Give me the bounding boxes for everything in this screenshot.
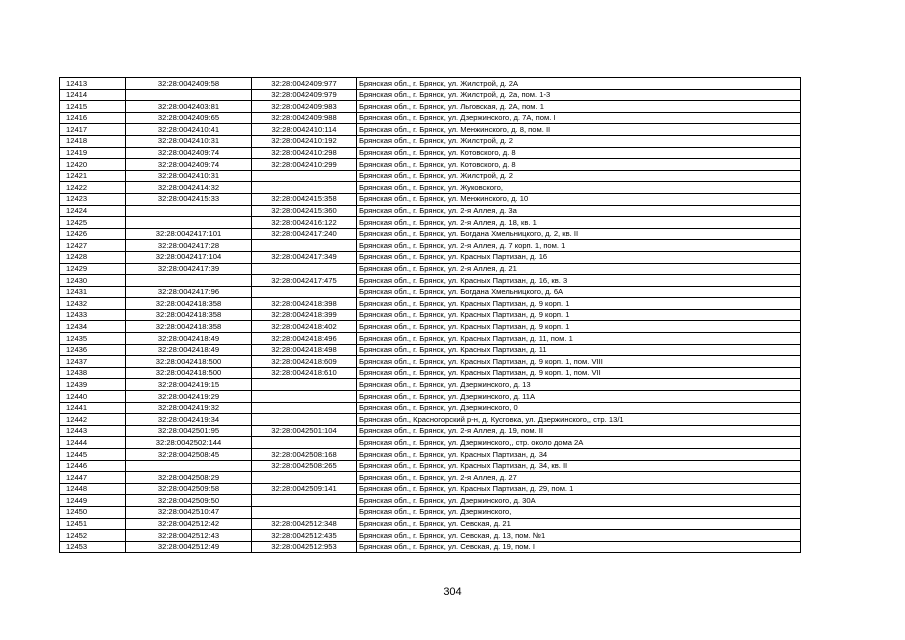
row-number-cell: 12452 (60, 530, 126, 542)
table-row (60, 251, 801, 263)
row-number-cell: 12449 (60, 495, 126, 507)
address-cell: Брянская обл., г. Брянск, ул. Жилстрой, д. 2 (357, 135, 801, 147)
row-number-cell: 12443 (60, 425, 126, 437)
address-cell: Брянская обл., г. Брянск, ул. Красных Партизан, д. 11, пом. 1 (357, 333, 801, 345)
parcel-cadastral-cell: 32:28:0042409:74 (126, 147, 252, 159)
row-number-cell: 12419 (60, 147, 126, 159)
table-row (60, 379, 801, 391)
object-cadastral-cell: 32:28:0042416:122 (252, 217, 357, 229)
address-cell: Брянская обл., г. Брянск, ул. Красных Партизан, д. 9 корп. 1, пом. VIII (357, 356, 801, 368)
parcel-cadastral-cell: 32:28:0042418:500 (126, 356, 252, 368)
object-cadastral-cell: 32:28:0042512:348 (252, 518, 357, 530)
table-row (60, 518, 801, 530)
parcel-cadastral-cell (126, 275, 252, 287)
parcel-cadastral-cell: 32:28:0042508:29 (126, 472, 252, 484)
object-cadastral-cell: 32:28:0042508:168 (252, 449, 357, 461)
object-cadastral-cell: 32:28:0042509:141 (252, 483, 357, 495)
address-cell: Брянская обл., г. Брянск, ул. Красных Партизан, д. 16 (357, 251, 801, 263)
table-row (60, 263, 801, 275)
object-cadastral-cell: 32:28:0042512:435 (252, 530, 357, 542)
row-number-cell: 12440 (60, 391, 126, 403)
parcel-cadastral-cell: 32:28:0042418:358 (126, 298, 252, 310)
table-row (60, 460, 801, 472)
table-row (60, 170, 801, 182)
parcel-cadastral-cell (126, 205, 252, 217)
row-number-cell: 12431 (60, 286, 126, 298)
table-row (60, 414, 801, 426)
address-cell: Брянская обл., г. Брянск, ул. Жуковского, (357, 182, 801, 194)
address-cell: Брянская обл., г. Брянск, ул. Дзержинского, д. 30А (357, 495, 801, 507)
table-row (60, 425, 801, 437)
object-cadastral-cell: 32:28:0042417:349 (252, 251, 357, 263)
address-cell: Брянская обл., г. Брянск, ул. Льговская, д. 2А, пом. 1 (357, 101, 801, 113)
address-cell: Брянская обл., г. Брянск, ул. 2-я Аллея, д. 3а (357, 205, 801, 217)
address-cell: Брянская обл., г. Брянск, ул. Дзержинского, 0 (357, 402, 801, 414)
row-number-cell: 12418 (60, 135, 126, 147)
object-cadastral-cell: 32:28:0042418:496 (252, 333, 357, 345)
object-cadastral-cell: 32:28:0042409:979 (252, 89, 357, 101)
parcel-cadastral-cell: 32:28:0042418:49 (126, 344, 252, 356)
table-row (60, 112, 801, 124)
parcel-cadastral-cell (126, 89, 252, 101)
object-cadastral-cell (252, 437, 357, 449)
address-cell: Брянская обл., г. Брянск, ул. Севская, д. 21 (357, 518, 801, 530)
registry-table (59, 77, 801, 553)
object-cadastral-cell: 32:28:0042415:360 (252, 205, 357, 217)
parcel-cadastral-cell: 32:28:0042509:58 (126, 483, 252, 495)
object-cadastral-cell (252, 170, 357, 182)
table-row (60, 449, 801, 461)
object-cadastral-cell (252, 495, 357, 507)
object-cadastral-cell: 32:28:0042501:104 (252, 425, 357, 437)
address-cell: Брянская обл., г. Брянск, ул. 2-я Аллея, д. 21 (357, 263, 801, 275)
row-number-cell: 12416 (60, 112, 126, 124)
table-row (60, 309, 801, 321)
row-number-cell: 12423 (60, 193, 126, 205)
address-cell: Брянская обл., г. Брянск, ул. Красных Партизан, д. 34, кв. II (357, 460, 801, 472)
object-cadastral-cell: 32:28:0042418:402 (252, 321, 357, 333)
parcel-cadastral-cell (126, 460, 252, 472)
object-cadastral-cell: 32:28:0042418:399 (252, 309, 357, 321)
address-cell: Брянская обл., г. Брянск, ул. Котовского, д. 8 (357, 159, 801, 171)
row-number-cell: 12450 (60, 506, 126, 518)
address-cell: Брянская обл., г. Брянск, ул. Дзержинского, (357, 506, 801, 518)
address-cell: Брянская обл., г. Брянск, ул. Жилстрой, д. 2 (357, 170, 801, 182)
parcel-cadastral-cell: 32:28:0042409:58 (126, 78, 252, 90)
parcel-cadastral-cell: 32:28:0042409:74 (126, 159, 252, 171)
table-row (60, 89, 801, 101)
object-cadastral-cell: 32:28:0042410:298 (252, 147, 357, 159)
registry-table-body (60, 78, 801, 553)
object-cadastral-cell: 32:28:0042508:265 (252, 460, 357, 472)
parcel-cadastral-cell: 32:28:0042415:33 (126, 193, 252, 205)
table-row (60, 193, 801, 205)
address-cell: Брянская обл., г. Брянск, ул. Красных Партизан, д. 9 корп. 1, пом. VII (357, 367, 801, 379)
address-cell: Брянская обл., г. Брянск, ул. 2-я Аллея, д. 7 корп. 1, пом. 1 (357, 240, 801, 252)
row-number-cell: 12446 (60, 460, 126, 472)
table-row (60, 124, 801, 136)
address-cell: Брянская обл., г. Брянск, ул. Жилстрой, д. 2А (357, 78, 801, 90)
row-number-cell: 12435 (60, 333, 126, 345)
table-row (60, 275, 801, 287)
parcel-cadastral-cell: 32:28:0042417:28 (126, 240, 252, 252)
parcel-cadastral-cell: 32:28:0042509:50 (126, 495, 252, 507)
parcel-cadastral-cell: 32:28:0042418:358 (126, 309, 252, 321)
table-row (60, 135, 801, 147)
row-number-cell: 12414 (60, 89, 126, 101)
row-number-cell: 12425 (60, 217, 126, 229)
object-cadastral-cell: 32:28:0042409:977 (252, 78, 357, 90)
parcel-cadastral-cell: 32:28:0042410:31 (126, 170, 252, 182)
object-cadastral-cell (252, 414, 357, 426)
address-cell: Брянская обл., г. Брянск, ул. 2-я Аллея, д. 19, пом. II (357, 425, 801, 437)
object-cadastral-cell: 32:28:0042417:475 (252, 275, 357, 287)
table-row (60, 205, 801, 217)
address-cell: Брянская обл., г. Брянск, ул. 2-я Аллея, д. 27 (357, 472, 801, 484)
address-cell: Брянская обл., г. Брянск, ул. Менжинского, д. 10 (357, 193, 801, 205)
table-row (60, 101, 801, 113)
row-number-cell: 12442 (60, 414, 126, 426)
address-cell: Брянская обл., г. Брянск, ул. Красных Партизан, д. 29, пом. 1 (357, 483, 801, 495)
address-cell: Брянская обл., г. Брянск, ул. Красных Партизан, д. 34 (357, 449, 801, 461)
address-cell: Брянская обл., г. Брянск, ул. Красных Партизан, д. 11 (357, 344, 801, 356)
object-cadastral-cell: 32:28:0042410:114 (252, 124, 357, 136)
row-number-cell: 12433 (60, 309, 126, 321)
table-row (60, 541, 801, 553)
address-cell: Брянская обл., г. Брянск, ул. Красных Партизан, д. 9 корп. 1 (357, 321, 801, 333)
parcel-cadastral-cell: 32:28:0042409:65 (126, 112, 252, 124)
object-cadastral-cell: 32:28:0042410:192 (252, 135, 357, 147)
row-number-cell: 12453 (60, 541, 126, 553)
object-cadastral-cell (252, 182, 357, 194)
table-row (60, 298, 801, 310)
row-number-cell: 12436 (60, 344, 126, 356)
object-cadastral-cell: 32:28:0042418:498 (252, 344, 357, 356)
row-number-cell: 12451 (60, 518, 126, 530)
table-row (60, 495, 801, 507)
object-cadastral-cell: 32:28:0042418:610 (252, 367, 357, 379)
row-number-cell: 12445 (60, 449, 126, 461)
parcel-cadastral-cell: 32:28:0042417:39 (126, 263, 252, 275)
row-number-cell: 12432 (60, 298, 126, 310)
parcel-cadastral-cell: 32:28:0042414:32 (126, 182, 252, 194)
address-cell: Брянская обл., г. Брянск, ул. Красных Партизан, д. 9 корп. 1 (357, 309, 801, 321)
row-number-cell: 12420 (60, 159, 126, 171)
row-number-cell: 12413 (60, 78, 126, 90)
object-cadastral-cell: 32:28:0042418:398 (252, 298, 357, 310)
table-row (60, 159, 801, 171)
object-cadastral-cell: 32:28:0042512:953 (252, 541, 357, 553)
row-number-cell: 12439 (60, 379, 126, 391)
table-row (60, 472, 801, 484)
row-number-cell: 12415 (60, 101, 126, 113)
object-cadastral-cell: 32:28:0042409:983 (252, 101, 357, 113)
object-cadastral-cell (252, 263, 357, 275)
table-row (60, 228, 801, 240)
row-number-cell: 12441 (60, 402, 126, 414)
parcel-cadastral-cell: 32:28:0042419:32 (126, 402, 252, 414)
object-cadastral-cell: 32:28:0042418:609 (252, 356, 357, 368)
address-cell: Брянская обл., Красногорский р-н, д. Кусговка, ул. Дзержинского,, стр. 13/1 (357, 414, 801, 426)
table-row (60, 321, 801, 333)
table-row (60, 286, 801, 298)
object-cadastral-cell (252, 472, 357, 484)
address-cell: Брянская обл., г. Брянск, ул. Менжинского, д. 8, пом. II (357, 124, 801, 136)
table-row (60, 391, 801, 403)
table-row (60, 344, 801, 356)
object-cadastral-cell: 32:28:0042415:358 (252, 193, 357, 205)
address-cell: Брянская обл., г. Брянск, ул. Богдана Хмельницкого, д. 2, кв. II (357, 228, 801, 240)
table-row (60, 217, 801, 229)
row-number-cell: 12438 (60, 367, 126, 379)
table-row (60, 182, 801, 194)
object-cadastral-cell (252, 391, 357, 403)
parcel-cadastral-cell: 32:28:0042418:358 (126, 321, 252, 333)
row-number-cell: 12424 (60, 205, 126, 217)
address-cell: Брянская обл., г. Брянск, ул. Богдана Хмельницкого, д. 6А (357, 286, 801, 298)
address-cell: Брянская обл., г. Брянск, ул. Севская, д. 19, пом. I (357, 541, 801, 553)
row-number-cell: 12434 (60, 321, 126, 333)
table-row (60, 78, 801, 90)
parcel-cadastral-cell: 32:28:0042512:49 (126, 541, 252, 553)
parcel-cadastral-cell: 32:28:0042417:104 (126, 251, 252, 263)
object-cadastral-cell (252, 379, 357, 391)
parcel-cadastral-cell: 32:28:0042403:81 (126, 101, 252, 113)
table-row (60, 437, 801, 449)
parcel-cadastral-cell: 32:28:0042419:34 (126, 414, 252, 426)
object-cadastral-cell: 32:28:0042410:299 (252, 159, 357, 171)
table-row (60, 333, 801, 345)
object-cadastral-cell (252, 402, 357, 414)
parcel-cadastral-cell: 32:28:0042419:29 (126, 391, 252, 403)
address-cell: Брянская обл., г. Брянск, ул. 2-я Аллея, д. 18, кв. 1 (357, 217, 801, 229)
page-number: 304 (443, 586, 462, 598)
parcel-cadastral-cell: 32:28:0042510:47 (126, 506, 252, 518)
row-number-cell: 12447 (60, 472, 126, 484)
table-row (60, 530, 801, 542)
address-cell: Брянская обл., г. Брянск, ул. Дзержинского, д. 7А, пом. I (357, 112, 801, 124)
parcel-cadastral-cell: 32:28:0042410:31 (126, 135, 252, 147)
row-number-cell: 12422 (60, 182, 126, 194)
row-number-cell: 12428 (60, 251, 126, 263)
parcel-cadastral-cell: 32:28:0042419:15 (126, 379, 252, 391)
table-row (60, 506, 801, 518)
row-number-cell: 12429 (60, 263, 126, 275)
address-cell: Брянская обл., г. Брянск, ул. Красных Партизан, д. 16, кв. 3 (357, 275, 801, 287)
parcel-cadastral-cell: 32:28:0042417:101 (126, 228, 252, 240)
address-cell: Брянская обл., г. Брянск, ул. Дзержинского, д. 11А (357, 391, 801, 403)
parcel-cadastral-cell: 32:28:0042512:42 (126, 518, 252, 530)
parcel-cadastral-cell (126, 217, 252, 229)
address-cell: Брянская обл., г. Брянск, ул. Котовского, д. 8 (357, 147, 801, 159)
row-number-cell: 12430 (60, 275, 126, 287)
object-cadastral-cell (252, 506, 357, 518)
address-cell: Брянская обл., г. Брянск, ул. Севская, д. 13, пом. №1 (357, 530, 801, 542)
parcel-cadastral-cell: 32:28:0042410:41 (126, 124, 252, 136)
address-cell: Брянская обл., г. Брянск, ул. Дзержинского,, стр. около дома 2А (357, 437, 801, 449)
table-row (60, 402, 801, 414)
row-number-cell: 12426 (60, 228, 126, 240)
parcel-cadastral-cell: 32:28:0042418:500 (126, 367, 252, 379)
address-cell: Брянская обл., г. Брянск, ул. Красных Партизан, д. 9 корп. 1 (357, 298, 801, 310)
parcel-cadastral-cell: 32:28:0042417:96 (126, 286, 252, 298)
row-number-cell: 12427 (60, 240, 126, 252)
row-number-cell: 12417 (60, 124, 126, 136)
object-cadastral-cell: 32:28:0042409:988 (252, 112, 357, 124)
row-number-cell: 12444 (60, 437, 126, 449)
table-row (60, 240, 801, 252)
parcel-cadastral-cell: 32:28:0042501:95 (126, 425, 252, 437)
row-number-cell: 12448 (60, 483, 126, 495)
row-number-cell: 12437 (60, 356, 126, 368)
parcel-cadastral-cell: 32:28:0042418:49 (126, 333, 252, 345)
address-cell: Брянская обл., г. Брянск, ул. Жилстрой, д. 2а, пом. 1-3 (357, 89, 801, 101)
table-row (60, 356, 801, 368)
table-row (60, 483, 801, 495)
row-number-cell: 12421 (60, 170, 126, 182)
object-cadastral-cell (252, 240, 357, 252)
object-cadastral-cell: 32:28:0042417:240 (252, 228, 357, 240)
parcel-cadastral-cell: 32:28:0042502:144 (126, 437, 252, 449)
parcel-cadastral-cell: 32:28:0042508:45 (126, 449, 252, 461)
table-row (60, 367, 801, 379)
object-cadastral-cell (252, 286, 357, 298)
table-row (60, 147, 801, 159)
address-cell: Брянская обл., г. Брянск, ул. Дзержинского, д. 13 (357, 379, 801, 391)
parcel-cadastral-cell: 32:28:0042512:43 (126, 530, 252, 542)
